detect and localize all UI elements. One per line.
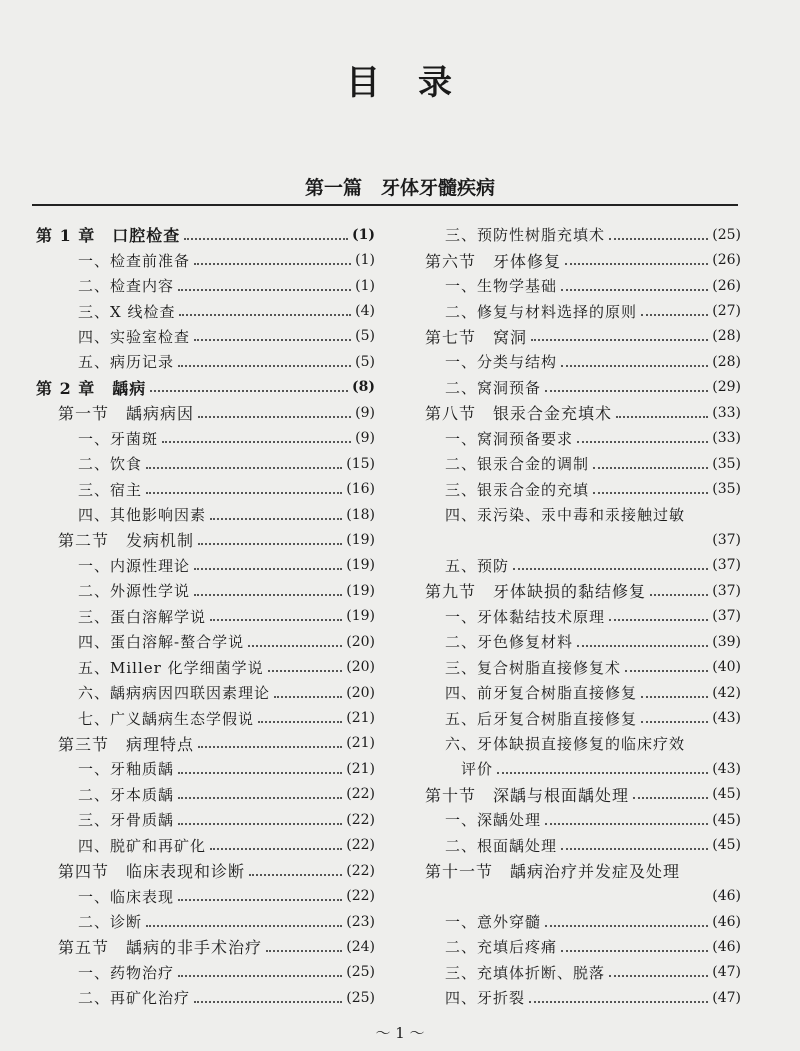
toc-entry-page: (4) <box>355 303 375 320</box>
toc-entry-page: (45) <box>712 786 741 803</box>
toc-entry-page: (20) <box>346 633 375 650</box>
toc-entry <box>423 960 741 985</box>
toc-entry-page: (43) <box>712 710 741 727</box>
toc-entry <box>423 731 741 756</box>
toc-entry-label: 五、病历记录 <box>78 353 175 372</box>
dot-leader <box>150 390 348 392</box>
toc-entry-page: (19) <box>346 608 375 625</box>
toc-entry-label: 五、Miller 化学细菌学说 <box>78 658 264 677</box>
toc-entry-label: 二、根面龋处理 <box>445 836 558 855</box>
toc-entry <box>36 502 375 527</box>
toc-entry-page: (21) <box>346 710 375 727</box>
dot-leader <box>248 645 342 647</box>
dot-leader <box>577 645 708 647</box>
dot-leader <box>210 619 342 621</box>
toc-entry-label: 第三节 病理特点 <box>58 734 195 754</box>
toc-entry-label: 二、检查内容 <box>78 277 175 296</box>
toc-entry <box>423 909 741 934</box>
toc-entry-page: (35) <box>712 455 741 472</box>
toc-entry <box>423 654 741 679</box>
toc-entry <box>36 680 375 705</box>
toc-entry-page: (20) <box>346 684 375 701</box>
toc-entry-label: 二、窝洞预备 <box>445 378 542 397</box>
toc-entry <box>423 476 741 501</box>
toc-entry-label: 二、修复与材料选择的原则 <box>445 302 638 321</box>
toc-entry-page: (33) <box>712 404 741 421</box>
dot-leader <box>194 1001 342 1003</box>
toc-entry-page: (40) <box>712 659 741 676</box>
toc-entry-label: 三、宿主 <box>78 480 143 499</box>
toc-entry-label: 四、实验室检查 <box>78 327 191 346</box>
toc-entry <box>423 324 741 349</box>
toc-entry <box>36 553 375 578</box>
dot-leader <box>178 975 342 977</box>
toc-entry <box>423 883 741 908</box>
dot-leader <box>641 314 708 316</box>
toc-entry-label: 四、前牙复合树脂直接修复 <box>445 684 638 703</box>
toc-entry-page: (22) <box>346 862 375 879</box>
dot-leader <box>179 314 351 316</box>
dot-leader <box>268 670 343 672</box>
dot-leader <box>529 1001 708 1003</box>
toc-entry <box>423 604 741 629</box>
toc-entry <box>36 222 375 247</box>
toc-entry-page: (28) <box>712 328 741 345</box>
toc-entry-label: 一、生物学基础 <box>445 277 558 296</box>
dot-leader <box>561 289 708 291</box>
dot-leader <box>609 238 708 240</box>
dot-leader <box>162 441 351 443</box>
toc-entry <box>423 247 741 272</box>
toc-entry-label: 第五节 龋病的非手术治疗 <box>58 938 263 958</box>
toc-entry-label: 一、窝洞预备要求 <box>445 429 574 448</box>
toc-left-column <box>36 222 375 1011</box>
toc-entry-page: (21) <box>346 760 375 777</box>
toc-entry-page: (45) <box>712 837 741 854</box>
dot-leader <box>194 263 351 265</box>
toc-entry-page: (18) <box>346 506 375 523</box>
toc-entry-page: (25) <box>712 226 741 243</box>
dot-leader <box>616 416 708 418</box>
toc-entry-label: 第一节 龋病病因 <box>58 404 195 424</box>
dot-leader <box>609 975 708 977</box>
dot-leader <box>531 339 708 341</box>
toc-entry <box>36 451 375 476</box>
toc-entry <box>36 883 375 908</box>
toc-entry-page: (33) <box>712 430 741 447</box>
toc-entry-label: 二、牙色修复材料 <box>445 633 574 652</box>
dot-leader <box>274 696 342 698</box>
dot-leader <box>593 492 708 494</box>
toc-entry-page: (29) <box>712 379 741 396</box>
toc-entry <box>423 502 741 527</box>
toc-entry-page: (37) <box>712 531 741 548</box>
dot-leader <box>198 543 342 545</box>
dot-leader <box>561 950 708 952</box>
toc-entry-label: 四、牙折裂 <box>445 989 526 1008</box>
toc-entry-page: (42) <box>712 684 741 701</box>
page-number: ～ 1 ～ <box>375 1024 425 1042</box>
toc-entry <box>36 298 375 323</box>
dot-leader <box>178 289 351 291</box>
toc-entry-label: 一、临床表现 <box>78 887 175 906</box>
dot-leader <box>178 797 342 799</box>
toc-entry <box>36 756 375 781</box>
dot-leader <box>258 721 342 723</box>
toc-entry-label: 第九节 牙体缺损的黏结修复 <box>425 582 647 602</box>
toc-entry-page: (1) <box>352 226 375 243</box>
toc-entry <box>36 705 375 730</box>
toc-entry <box>36 375 375 400</box>
toc-entry <box>36 858 375 883</box>
toc-entry <box>423 400 741 425</box>
toc-entry <box>423 426 741 451</box>
toc-entry-label: 第 2 章 龋病 <box>36 378 147 398</box>
toc-entry-page: (24) <box>346 938 375 955</box>
toc-entry-label: 三、X 线检查 <box>78 302 176 321</box>
toc-entry-page: (37) <box>712 582 741 599</box>
toc-entry <box>423 756 741 781</box>
toc-entry-label: 三、蛋白溶解学说 <box>78 607 207 626</box>
toc-entry-label: 评价 <box>445 760 494 779</box>
toc-entry-label: 第二节 发病机制 <box>58 531 195 551</box>
toc-entry-label: 第四节 临床表现和诊断 <box>58 862 246 882</box>
dot-leader <box>194 594 342 596</box>
dot-leader <box>178 772 342 774</box>
dot-leader <box>249 874 342 876</box>
toc-entry-page: (22) <box>346 786 375 803</box>
toc-entry-label: 一、牙体黏结技术原理 <box>445 607 606 626</box>
toc-entry-page: (39) <box>712 633 741 650</box>
toc-entry-page: (46) <box>712 938 741 955</box>
toc-entry <box>423 222 741 247</box>
page-title: 目 录 <box>346 63 454 103</box>
dot-leader <box>198 416 351 418</box>
toc-entry-page: (5) <box>355 328 375 345</box>
dot-leader <box>565 263 708 265</box>
toc-entry-page: (26) <box>712 277 741 294</box>
toc-entry-label: 二、再矿化治疗 <box>78 989 191 1008</box>
toc-entry-page: (26) <box>712 252 741 269</box>
toc-entry <box>36 782 375 807</box>
toc-entry-page: (9) <box>355 404 375 421</box>
toc-entry-page: (5) <box>355 353 375 370</box>
toc-entry-label: 一、牙釉质龋 <box>78 760 175 779</box>
dot-leader <box>146 925 342 927</box>
toc-entry-label: 二、外源性学说 <box>78 582 191 601</box>
dot-leader <box>609 619 708 621</box>
toc-entry <box>423 680 741 705</box>
toc-entry <box>423 985 741 1010</box>
toc-entry-label: 一、检查前准备 <box>78 251 191 270</box>
dot-leader <box>545 823 708 825</box>
toc-entry-label: 二、银汞合金的调制 <box>445 455 590 474</box>
toc-entry-label: 三、银汞合金的充填 <box>445 480 590 499</box>
toc-entry-label: 一、深龋处理 <box>445 811 542 830</box>
toc-entry-label: 第七节 窝洞 <box>425 327 528 347</box>
dot-leader <box>266 950 342 952</box>
toc-entry-label: 六、牙体缺损直接修复的临床疗效 <box>445 734 686 753</box>
toc-entry <box>36 426 375 451</box>
toc-entry <box>423 807 741 832</box>
toc-entry-label: 第十一节 龋病治疗并发症及处理 <box>425 862 681 882</box>
toc-entry-label: 第 1 章 口腔检查 <box>36 226 181 246</box>
toc-entry-label: 四、脱矿和再矿化 <box>78 836 207 855</box>
dot-leader <box>561 848 708 850</box>
toc-entry-page: (8) <box>352 379 375 396</box>
toc-entry <box>423 629 741 654</box>
toc-entry-page: (27) <box>712 303 741 320</box>
dot-leader <box>625 670 708 672</box>
toc-entry-label: 四、汞污染、汞中毒和汞接触过敏 <box>445 506 686 525</box>
dot-leader <box>641 721 708 723</box>
dot-leader <box>577 441 708 443</box>
toc-entry-label: 二、诊断 <box>78 913 143 932</box>
toc-entry <box>423 782 741 807</box>
dot-leader <box>178 365 351 367</box>
toc-entry-page: (22) <box>346 811 375 828</box>
toc-entry <box>423 578 741 603</box>
toc-entry <box>36 731 375 756</box>
toc-entry-page: (1) <box>355 252 375 269</box>
dot-leader <box>184 238 348 240</box>
toc-entry-label: 一、牙菌斑 <box>78 429 159 448</box>
dot-leader <box>641 696 708 698</box>
dot-leader <box>146 467 342 469</box>
toc-entry-page: (35) <box>712 481 741 498</box>
toc-entry-page: (25) <box>346 964 375 981</box>
toc-entry <box>36 400 375 425</box>
toc-entry <box>36 960 375 985</box>
toc-entry <box>36 273 375 298</box>
toc-entry-page: (46) <box>712 888 741 905</box>
toc-entry <box>36 247 375 272</box>
toc-entry <box>36 985 375 1010</box>
toc-entry <box>423 451 741 476</box>
toc-entry <box>36 527 375 552</box>
toc-entry-label: 三、牙骨质龋 <box>78 811 175 830</box>
toc-entry <box>36 476 375 501</box>
dot-leader <box>194 339 351 341</box>
part-title: 第一篇 牙体牙髓疾病 <box>304 177 495 199</box>
dot-leader <box>593 467 708 469</box>
toc-entry-page: (46) <box>712 913 741 930</box>
toc-entry-label: 一、意外穿髓 <box>445 913 542 932</box>
dot-leader <box>198 746 342 748</box>
toc-entry-label: 二、饮食 <box>78 455 143 474</box>
dot-leader <box>561 365 708 367</box>
toc-entry <box>423 375 741 400</box>
toc-entry-page: (37) <box>712 557 741 574</box>
toc-entry-page: (47) <box>712 964 741 981</box>
dot-leader <box>146 492 342 494</box>
toc-entry <box>36 324 375 349</box>
toc-entry-label: 四、蛋白溶解-螯合学说 <box>78 633 245 652</box>
toc-entry-page: (9) <box>355 430 375 447</box>
toc-entry <box>36 349 375 374</box>
toc-entry-label: 三、预防性树脂充填术 <box>445 226 606 245</box>
toc-entry-page: (16) <box>346 481 375 498</box>
toc-entry <box>423 349 741 374</box>
toc-entry-page: (22) <box>346 837 375 854</box>
dot-leader <box>497 772 708 774</box>
toc-entry-page: (28) <box>712 353 741 370</box>
toc-entry-label: 三、复合树脂直接修复术 <box>445 658 622 677</box>
toc-entry-label: 一、分类与结构 <box>445 353 558 372</box>
toc-entry-label: 第六节 牙体修复 <box>425 251 562 271</box>
toc-entry-page: (1) <box>355 277 375 294</box>
toc-entry <box>423 527 741 552</box>
toc-entry-page: (20) <box>346 659 375 676</box>
toc-entry <box>423 705 741 730</box>
toc-entry-page: (22) <box>346 888 375 905</box>
toc-entry <box>423 298 741 323</box>
toc-entry <box>36 578 375 603</box>
toc-entry <box>423 833 741 858</box>
dot-leader <box>650 594 708 596</box>
toc-entry-label: 一、药物治疗 <box>78 963 175 982</box>
dot-leader <box>633 797 708 799</box>
toc-entry-label: 三、充填体折断、脱落 <box>445 963 606 982</box>
toc-entry-label: 二、牙本质龋 <box>78 785 175 804</box>
toc-entry-page: (19) <box>346 557 375 574</box>
dot-leader <box>178 823 342 825</box>
dot-leader <box>545 925 708 927</box>
part-divider <box>32 204 738 206</box>
toc-entry-page: (15) <box>346 455 375 472</box>
toc-entry <box>36 934 375 959</box>
toc-entry-label: 七、广义龋病生态学假说 <box>78 709 255 728</box>
toc-entry <box>36 604 375 629</box>
toc-entry-label: 一、内源性理论 <box>78 556 191 575</box>
toc-entry <box>36 654 375 679</box>
dot-leader <box>210 848 342 850</box>
toc-entry-page: (45) <box>712 811 741 828</box>
toc-entry-page: (25) <box>346 989 375 1006</box>
toc-entry <box>36 909 375 934</box>
toc-entry-label: 第十节 深龋与根面龋处理 <box>425 785 630 805</box>
toc-entry <box>423 934 741 959</box>
toc-entry <box>36 629 375 654</box>
toc-entry-page: (43) <box>712 760 741 777</box>
dot-leader <box>545 390 708 392</box>
toc-entry-page: (21) <box>346 735 375 752</box>
toc-entry <box>423 553 741 578</box>
dot-leader <box>513 568 708 570</box>
toc-entry-label: 五、预防 <box>445 556 510 575</box>
dot-leader <box>194 568 342 570</box>
toc-entry-label: 四、其他影响因素 <box>78 506 207 525</box>
toc-entry <box>36 833 375 858</box>
dot-leader <box>178 899 342 901</box>
toc-right-column <box>423 222 741 1011</box>
toc-entry-page: (19) <box>346 582 375 599</box>
toc-entry-label: 第八节 银汞合金充填术 <box>425 404 613 424</box>
toc-entry-label: 六、龋病病因四联因素理论 <box>78 684 271 703</box>
toc-entry-page: (19) <box>346 531 375 548</box>
dot-leader <box>210 518 342 520</box>
toc-entry-page: (37) <box>712 608 741 625</box>
toc-entry <box>423 273 741 298</box>
toc-entry-label: 二、充填后疼痛 <box>445 938 558 957</box>
toc-entry-page: (23) <box>346 913 375 930</box>
toc-entry-label: 五、后牙复合树脂直接修复 <box>445 709 638 728</box>
toc-entry-page: (47) <box>712 989 741 1006</box>
toc-entry <box>36 807 375 832</box>
toc-entry <box>423 858 741 883</box>
